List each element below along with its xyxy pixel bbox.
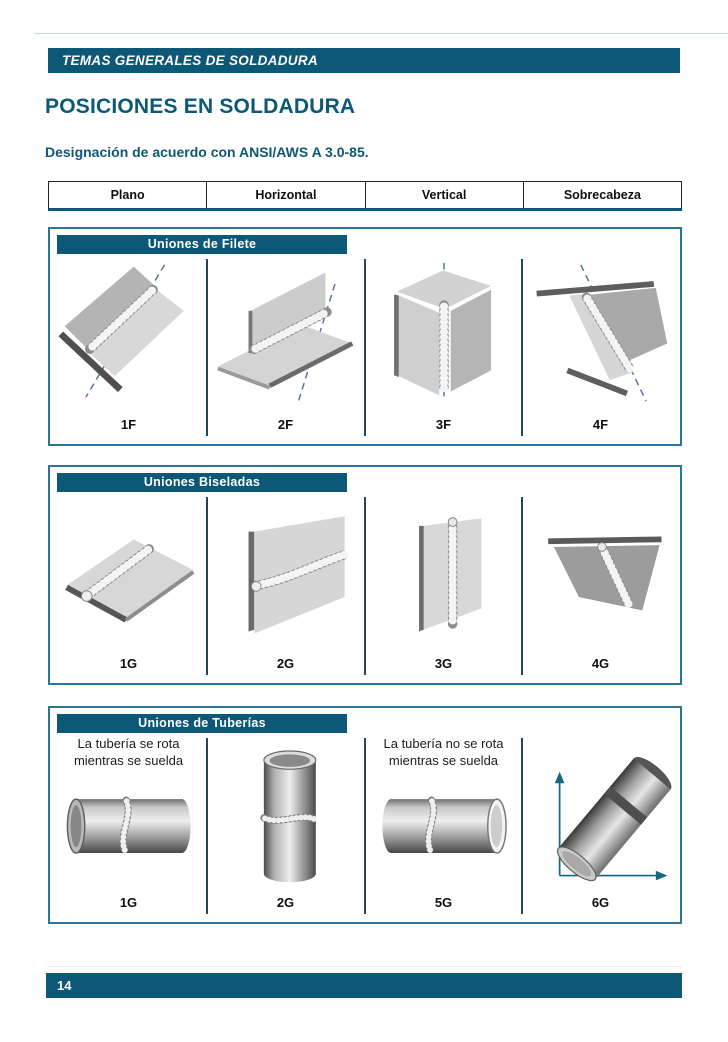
figure-pipe-5g [368, 778, 520, 878]
label-groove-4g: 4G [591, 656, 610, 671]
pipe-fixed-caption-line2: mientras se suelda [388, 752, 499, 768]
footer-rule [48, 966, 682, 967]
figure-pipe-2g [210, 740, 362, 888]
pipe-rotated-caption-line1: La tubería se rota [77, 736, 180, 751]
label-groove-1g: 1G [119, 656, 138, 671]
groove-column-3g [365, 493, 522, 677]
groove-column-2g [207, 493, 364, 677]
section-groove-title-bar: Uniones Biseladas [57, 473, 347, 492]
fillet-column-2f [207, 255, 364, 438]
pipe-fixed-caption [384, 736, 504, 770]
pipe-column-5g [365, 734, 522, 916]
page-number: 14 [57, 978, 72, 993]
page-top-rule [34, 33, 728, 34]
label-fillet-1f: 1F [120, 417, 137, 432]
pipe-fixed-caption-line1: La tubería no se rota [383, 736, 504, 751]
label-fillet-3f: 3F [435, 417, 452, 432]
figure-groove-4g [525, 499, 677, 645]
pipe-column-2g [207, 734, 364, 916]
figure-groove-2g [210, 499, 362, 645]
figure-fillet-4f [525, 259, 677, 405]
section-fillet-title-bar: Uniones de Filete [57, 235, 347, 254]
column-header-plano: Plano [49, 182, 207, 208]
section-pipe-joints [48, 706, 682, 924]
label-pipe-1g: 1G [119, 895, 138, 910]
header-band-title: TEMAS GENERALES DE SOLDADURA [62, 53, 318, 68]
label-groove-3g: 3G [434, 656, 453, 671]
page-title: POSICIONES EN SOLDADURA [45, 95, 356, 118]
pipe-column-1g [50, 734, 207, 916]
footer-bar [46, 973, 682, 998]
fillet-column-1f [50, 255, 207, 438]
column-header-vertical: Vertical [366, 182, 524, 208]
label-pipe-2g: 2G [276, 895, 295, 910]
section-pipe-title-bar: Uniones de Tuberías [57, 714, 347, 733]
figure-fillet-2f [210, 259, 362, 405]
fillet-column-3f [365, 255, 522, 438]
figure-pipe-6g [525, 740, 677, 888]
figure-fillet-3f [368, 259, 520, 405]
groove-column-4g [522, 493, 679, 677]
label-pipe-6g: 6G [591, 895, 610, 910]
figure-groove-3g [368, 499, 520, 645]
groove-column-1g [50, 493, 207, 677]
figure-pipe-1g [53, 778, 205, 878]
label-groove-2g: 2G [276, 656, 295, 671]
column-header-horizontal: Horizontal [207, 182, 365, 208]
section-fillet-joints [48, 227, 682, 446]
pipe-rotated-caption-line2: mientras se suelda [73, 752, 184, 768]
fillet-column-4f [522, 255, 679, 438]
figure-fillet-1f [53, 259, 205, 405]
label-fillet-4f: 4F [592, 417, 609, 432]
section-groove-joints [48, 465, 682, 685]
pipe-column-6g [522, 734, 679, 916]
label-fillet-2f: 2F [277, 417, 294, 432]
pipe-rotated-caption [74, 736, 183, 770]
header-band [48, 48, 680, 73]
column-header-sobrecabeza: Sobrecabeza [563, 188, 641, 202]
positions-header-table [48, 181, 682, 211]
figure-groove-1g [53, 499, 205, 645]
label-pipe-5g: 5G [434, 895, 453, 910]
page-subtitle: Designación de acuerdo con ANSI/AWS A 3.0-85. [45, 144, 369, 160]
